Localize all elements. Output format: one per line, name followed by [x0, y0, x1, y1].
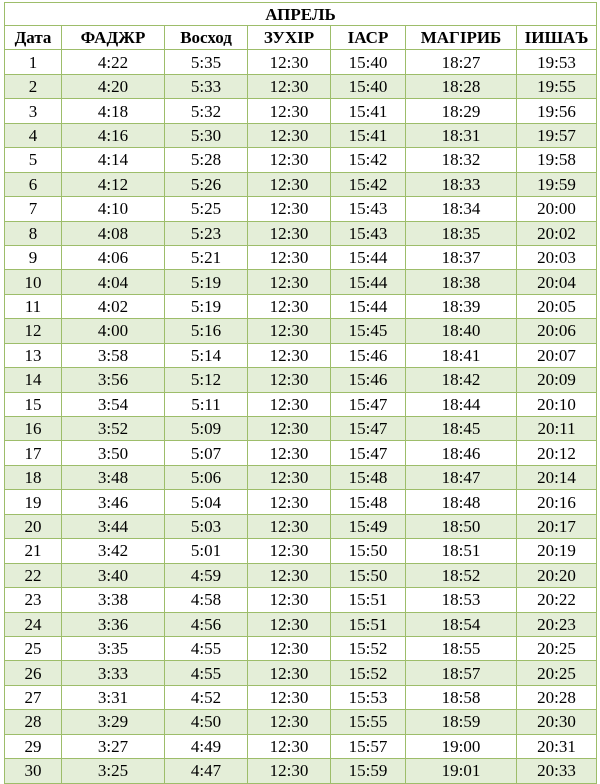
cell-sunrise: 5:06 [165, 465, 248, 489]
table-row [5, 612, 597, 636]
cell-fajr: 4:14 [62, 148, 165, 172]
cell-fajr: 3:48 [62, 465, 165, 489]
cell-dhuhr: 12:30 [248, 759, 331, 783]
cell-maghrib: 18:34 [406, 197, 517, 221]
cell-date: 30 [5, 759, 62, 783]
cell-sunrise: 4:52 [165, 685, 248, 709]
cell-date: 29 [5, 734, 62, 758]
cell-asr: 15:44 [331, 245, 406, 269]
cell-maghrib: 18:38 [406, 270, 517, 294]
cell-date: 5 [5, 148, 62, 172]
cell-dhuhr: 12:30 [248, 99, 331, 123]
cell-date: 19 [5, 490, 62, 514]
cell-maghrib: 18:33 [406, 172, 517, 196]
cell-dhuhr: 12:30 [248, 245, 331, 269]
cell-fajr: 3:42 [62, 539, 165, 563]
cell-date: 6 [5, 172, 62, 196]
cell-dhuhr: 12:30 [248, 636, 331, 660]
cell-dhuhr: 12:30 [248, 588, 331, 612]
cell-sunrise: 4:49 [165, 734, 248, 758]
cell-dhuhr: 12:30 [248, 74, 331, 98]
cell-isha: 20:22 [517, 588, 597, 612]
cell-asr: 15:40 [331, 74, 406, 98]
column-header-date: Дата [5, 26, 62, 50]
cell-date: 12 [5, 319, 62, 343]
cell-date: 20 [5, 514, 62, 538]
cell-maghrib: 18:54 [406, 612, 517, 636]
table-row [5, 319, 597, 343]
cell-asr: 15:40 [331, 50, 406, 74]
cell-isha: 20:07 [517, 343, 597, 367]
cell-maghrib: 18:35 [406, 221, 517, 245]
cell-sunrise: 5:07 [165, 441, 248, 465]
table-row [5, 514, 597, 538]
cell-dhuhr: 12:30 [248, 319, 331, 343]
table-row [5, 270, 597, 294]
cell-asr: 15:52 [331, 636, 406, 660]
cell-maghrib: 18:47 [406, 465, 517, 489]
cell-fajr: 3:31 [62, 685, 165, 709]
cell-maghrib: 18:32 [406, 148, 517, 172]
table-row [5, 50, 597, 74]
cell-fajr: 4:12 [62, 172, 165, 196]
cell-date: 10 [5, 270, 62, 294]
table-row [5, 417, 597, 441]
cell-sunrise: 4:56 [165, 612, 248, 636]
cell-sunrise: 5:35 [165, 50, 248, 74]
cell-sunrise: 5:25 [165, 197, 248, 221]
table-row [5, 734, 597, 758]
cell-isha: 20:25 [517, 636, 597, 660]
cell-fajr: 4:18 [62, 99, 165, 123]
cell-fajr: 3:40 [62, 563, 165, 587]
cell-fajr: 3:46 [62, 490, 165, 514]
cell-fajr: 4:16 [62, 123, 165, 147]
cell-maghrib: 18:59 [406, 710, 517, 734]
cell-maghrib: 19:00 [406, 734, 517, 758]
cell-isha: 20:02 [517, 221, 597, 245]
cell-sunrise: 5:14 [165, 343, 248, 367]
cell-date: 4 [5, 123, 62, 147]
cell-fajr: 4:10 [62, 197, 165, 221]
cell-fajr: 4:02 [62, 294, 165, 318]
cell-isha: 20:30 [517, 710, 597, 734]
cell-maghrib: 18:46 [406, 441, 517, 465]
column-header-isha: IИШАЪ [517, 26, 597, 50]
cell-sunrise: 4:59 [165, 563, 248, 587]
cell-dhuhr: 12:30 [248, 612, 331, 636]
cell-sunrise: 5:30 [165, 123, 248, 147]
cell-asr: 15:48 [331, 490, 406, 514]
cell-asr: 15:52 [331, 661, 406, 685]
cell-isha: 20:23 [517, 612, 597, 636]
cell-isha: 20:00 [517, 197, 597, 221]
cell-dhuhr: 12:30 [248, 368, 331, 392]
cell-maghrib: 18:45 [406, 417, 517, 441]
cell-sunrise: 4:50 [165, 710, 248, 734]
cell-dhuhr: 12:30 [248, 685, 331, 709]
cell-fajr: 4:06 [62, 245, 165, 269]
cell-sunrise: 5:11 [165, 392, 248, 416]
cell-date: 21 [5, 539, 62, 563]
cell-sunrise: 5:04 [165, 490, 248, 514]
cell-sunrise: 5:16 [165, 319, 248, 343]
table-row [5, 99, 597, 123]
table-row [5, 636, 597, 660]
cell-isha: 20:11 [517, 417, 597, 441]
cell-maghrib: 18:31 [406, 123, 517, 147]
cell-dhuhr: 12:30 [248, 123, 331, 147]
cell-dhuhr: 12:30 [248, 710, 331, 734]
cell-date: 25 [5, 636, 62, 660]
table-row [5, 465, 597, 489]
cell-date: 1 [5, 50, 62, 74]
cell-dhuhr: 12:30 [248, 514, 331, 538]
cell-maghrib: 18:44 [406, 392, 517, 416]
cell-asr: 15:51 [331, 588, 406, 612]
table-row [5, 294, 597, 318]
cell-dhuhr: 12:30 [248, 539, 331, 563]
cell-dhuhr: 12:30 [248, 661, 331, 685]
prayer-times-table [4, 2, 597, 784]
cell-isha: 20:20 [517, 563, 597, 587]
cell-date: 16 [5, 417, 62, 441]
cell-sunrise: 5:12 [165, 368, 248, 392]
cell-date: 2 [5, 74, 62, 98]
cell-sunrise: 5:33 [165, 74, 248, 98]
table-row [5, 343, 597, 367]
table-row [5, 563, 597, 587]
cell-date: 26 [5, 661, 62, 685]
cell-maghrib: 18:42 [406, 368, 517, 392]
cell-date: 13 [5, 343, 62, 367]
column-header-dhuhr: ЗУХIР [248, 26, 331, 50]
cell-date: 17 [5, 441, 62, 465]
cell-asr: 15:43 [331, 221, 406, 245]
column-header-asr: IАСР [331, 26, 406, 50]
cell-date: 8 [5, 221, 62, 245]
table-row [5, 245, 597, 269]
cell-asr: 15:50 [331, 539, 406, 563]
cell-isha: 20:19 [517, 539, 597, 563]
cell-isha: 20:28 [517, 685, 597, 709]
cell-asr: 15:57 [331, 734, 406, 758]
cell-fajr: 3:25 [62, 759, 165, 783]
cell-maghrib: 18:48 [406, 490, 517, 514]
table-body [5, 50, 597, 783]
table-row [5, 539, 597, 563]
cell-asr: 15:48 [331, 465, 406, 489]
cell-asr: 15:50 [331, 563, 406, 587]
cell-date: 9 [5, 245, 62, 269]
cell-dhuhr: 12:30 [248, 734, 331, 758]
cell-fajr: 4:22 [62, 50, 165, 74]
table-row [5, 710, 597, 734]
cell-date: 3 [5, 99, 62, 123]
cell-date: 11 [5, 294, 62, 318]
cell-dhuhr: 12:30 [248, 563, 331, 587]
cell-asr: 15:44 [331, 270, 406, 294]
cell-maghrib: 18:37 [406, 245, 517, 269]
table-row [5, 148, 597, 172]
table-row [5, 685, 597, 709]
cell-asr: 15:47 [331, 392, 406, 416]
cell-fajr: 3:44 [62, 514, 165, 538]
cell-maghrib: 19:01 [406, 759, 517, 783]
cell-maghrib: 18:28 [406, 74, 517, 98]
cell-isha: 19:53 [517, 50, 597, 74]
cell-fajr: 3:27 [62, 734, 165, 758]
table-row [5, 221, 597, 245]
cell-fajr: 4:00 [62, 319, 165, 343]
cell-isha: 19:58 [517, 148, 597, 172]
cell-maghrib: 18:29 [406, 99, 517, 123]
cell-fajr: 3:33 [62, 661, 165, 685]
cell-asr: 15:42 [331, 148, 406, 172]
table-row [5, 123, 597, 147]
table-row [5, 661, 597, 685]
cell-fajr: 3:58 [62, 343, 165, 367]
cell-fajr: 3:50 [62, 441, 165, 465]
cell-date: 28 [5, 710, 62, 734]
cell-asr: 15:46 [331, 343, 406, 367]
cell-sunrise: 5:01 [165, 539, 248, 563]
cell-date: 14 [5, 368, 62, 392]
cell-sunrise: 5:26 [165, 172, 248, 196]
table-row [5, 172, 597, 196]
month-title: АПРЕЛЬ [5, 3, 597, 26]
cell-dhuhr: 12:30 [248, 441, 331, 465]
cell-dhuhr: 12:30 [248, 465, 331, 489]
table-row [5, 588, 597, 612]
cell-fajr: 3:35 [62, 636, 165, 660]
cell-date: 23 [5, 588, 62, 612]
cell-maghrib: 18:55 [406, 636, 517, 660]
cell-isha: 20:04 [517, 270, 597, 294]
cell-asr: 15:44 [331, 294, 406, 318]
column-header-sunrise: Восход [165, 26, 248, 50]
cell-dhuhr: 12:30 [248, 172, 331, 196]
cell-fajr: 3:38 [62, 588, 165, 612]
cell-isha: 20:16 [517, 490, 597, 514]
cell-dhuhr: 12:30 [248, 294, 331, 318]
cell-sunrise: 4:55 [165, 636, 248, 660]
cell-maghrib: 18:52 [406, 563, 517, 587]
cell-date: 27 [5, 685, 62, 709]
cell-sunrise: 5:23 [165, 221, 248, 245]
cell-date: 22 [5, 563, 62, 587]
cell-dhuhr: 12:30 [248, 392, 331, 416]
cell-isha: 19:59 [517, 172, 597, 196]
cell-sunrise: 5:21 [165, 245, 248, 269]
cell-date: 7 [5, 197, 62, 221]
column-header-fajr: ФАДЖР [62, 26, 165, 50]
cell-asr: 15:55 [331, 710, 406, 734]
cell-asr: 15:51 [331, 612, 406, 636]
cell-isha: 19:56 [517, 99, 597, 123]
cell-isha: 20:12 [517, 441, 597, 465]
cell-isha: 19:57 [517, 123, 597, 147]
cell-sunrise: 5:09 [165, 417, 248, 441]
cell-sunrise: 5:03 [165, 514, 248, 538]
cell-dhuhr: 12:30 [248, 343, 331, 367]
cell-asr: 15:49 [331, 514, 406, 538]
cell-fajr: 4:04 [62, 270, 165, 294]
cell-asr: 15:47 [331, 441, 406, 465]
table-row [5, 368, 597, 392]
cell-maghrib: 18:57 [406, 661, 517, 685]
column-header-maghrib: МАГIРИБ [406, 26, 517, 50]
cell-maghrib: 18:50 [406, 514, 517, 538]
cell-maghrib: 18:58 [406, 685, 517, 709]
cell-isha: 20:25 [517, 661, 597, 685]
cell-maghrib: 18:27 [406, 50, 517, 74]
cell-sunrise: 5:28 [165, 148, 248, 172]
cell-maghrib: 18:53 [406, 588, 517, 612]
cell-isha: 20:17 [517, 514, 597, 538]
cell-maghrib: 18:41 [406, 343, 517, 367]
table-row [5, 441, 597, 465]
cell-fajr: 3:54 [62, 392, 165, 416]
cell-asr: 15:43 [331, 197, 406, 221]
cell-maghrib: 18:40 [406, 319, 517, 343]
cell-isha: 20:05 [517, 294, 597, 318]
cell-sunrise: 5:32 [165, 99, 248, 123]
table-row [5, 392, 597, 416]
cell-isha: 20:03 [517, 245, 597, 269]
cell-sunrise: 4:55 [165, 661, 248, 685]
cell-isha: 20:10 [517, 392, 597, 416]
cell-sunrise: 5:19 [165, 294, 248, 318]
cell-isha: 20:14 [517, 465, 597, 489]
table-row [5, 759, 597, 783]
table-row [5, 197, 597, 221]
cell-isha: 20:06 [517, 319, 597, 343]
cell-dhuhr: 12:30 [248, 221, 331, 245]
cell-dhuhr: 12:30 [248, 50, 331, 74]
cell-date: 18 [5, 465, 62, 489]
cell-dhuhr: 12:30 [248, 417, 331, 441]
cell-asr: 15:42 [331, 172, 406, 196]
cell-maghrib: 18:51 [406, 539, 517, 563]
cell-asr: 15:41 [331, 123, 406, 147]
cell-fajr: 3:52 [62, 417, 165, 441]
cell-isha: 20:31 [517, 734, 597, 758]
cell-maghrib: 18:39 [406, 294, 517, 318]
cell-fajr: 4:08 [62, 221, 165, 245]
cell-dhuhr: 12:30 [248, 490, 331, 514]
cell-dhuhr: 12:30 [248, 148, 331, 172]
cell-asr: 15:53 [331, 685, 406, 709]
cell-dhuhr: 12:30 [248, 197, 331, 221]
cell-fajr: 3:36 [62, 612, 165, 636]
cell-fajr: 3:29 [62, 710, 165, 734]
cell-sunrise: 5:19 [165, 270, 248, 294]
cell-asr: 15:47 [331, 417, 406, 441]
cell-date: 24 [5, 612, 62, 636]
cell-date: 15 [5, 392, 62, 416]
cell-sunrise: 4:58 [165, 588, 248, 612]
column-header-row [5, 26, 597, 50]
cell-sunrise: 4:47 [165, 759, 248, 783]
cell-dhuhr: 12:30 [248, 270, 331, 294]
cell-isha: 19:55 [517, 74, 597, 98]
cell-asr: 15:41 [331, 99, 406, 123]
cell-isha: 20:09 [517, 368, 597, 392]
cell-asr: 15:59 [331, 759, 406, 783]
cell-asr: 15:46 [331, 368, 406, 392]
cell-isha: 20:33 [517, 759, 597, 783]
cell-asr: 15:45 [331, 319, 406, 343]
cell-fajr: 3:56 [62, 368, 165, 392]
table-row [5, 490, 597, 514]
table-row [5, 74, 597, 98]
cell-fajr: 4:20 [62, 74, 165, 98]
